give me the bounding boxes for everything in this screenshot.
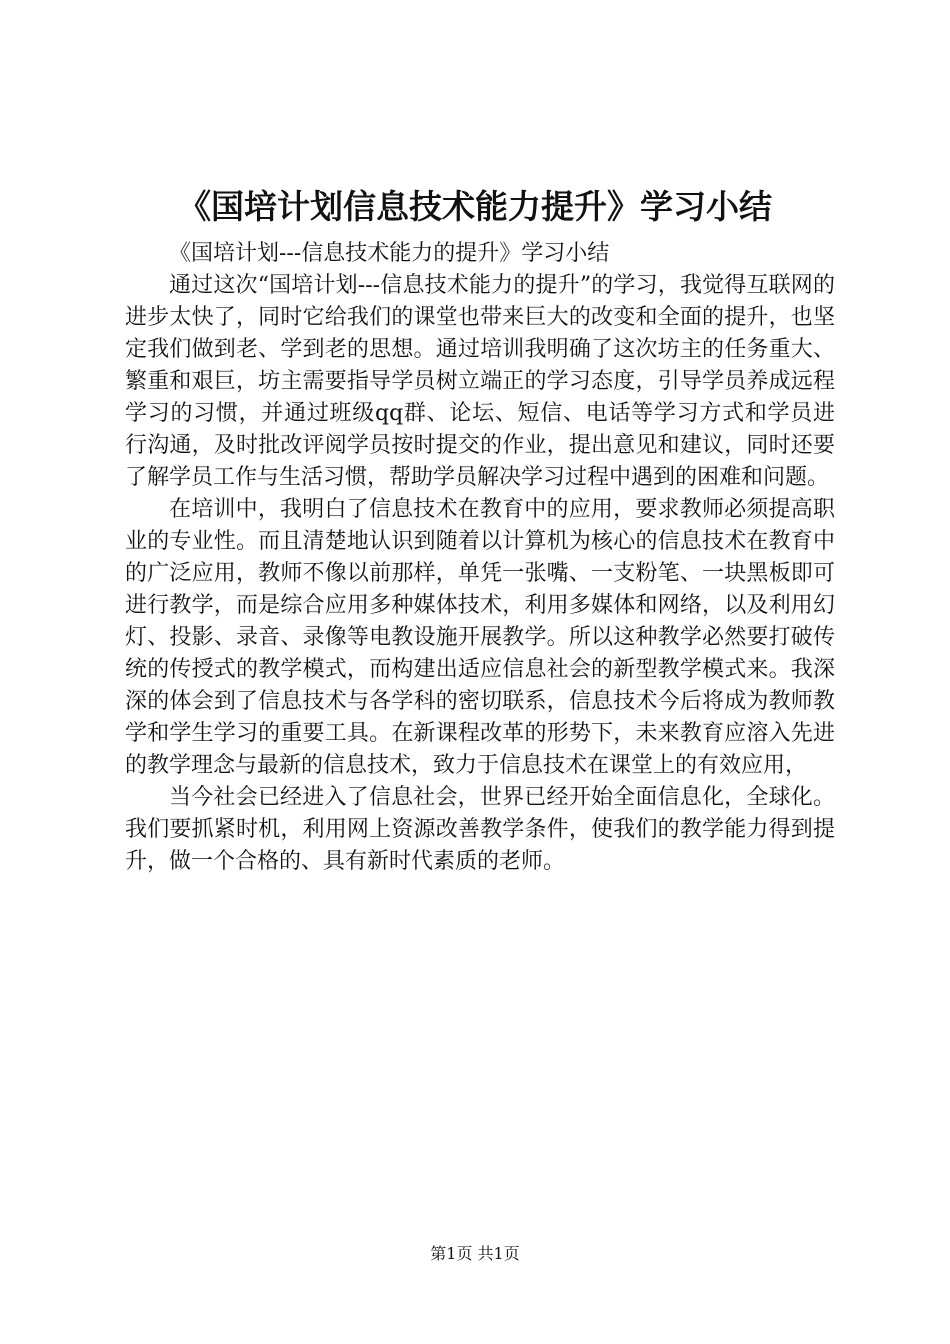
document-subtitle: 《国培计划---信息技术能力的提升》学习小结 <box>169 241 610 266</box>
document-body <box>125 238 835 878</box>
paragraph: 通过这次“国培计划---信息技术能力的提升”的学习，我觉得互联网的进步太快了，同时它给我们的课堂也带来巨大的改变和全面的提升，也坚定我们做到老、学到老的思想。通过培训我明确了这次坊主的任务重大、繁重和艰巨，坊主需要指导学员树立端正的学习态度，引导学员养成远程学习的习惯，并通过班级qq群、论坛、短信、电话等学习方式和学员进行沟通，及时批改评阅学员按时提交的作业，提出意见和建议，同时还要了解学员工作与生活习惯，帮助学员解决学习过程中遇到的困难和问题。 <box>125 273 835 490</box>
document-title: 《国培计划信息技术能力提升》学习小结 <box>178 187 772 226</box>
paragraph: 在培训中，我明白了信息技术在教育中的应用，要求教师必须提高职业的专业性。而且清楚地认识到随着以计算机为核心的信息技术在教育中的广泛应用，教师不像以前那样，单凭一张嘴、一支粉笔、一块黑板即可进行教学，而是综合应用多种媒体技术，利用多媒体和网络，以及利用幻灯、投影、录音、录像等电教设施开展教学。所以这种教学必然要打破传统的传授式的教学模式，而构建出适应信息社会的新型教学模式来。我深深的体会到了信息技术与各学科的密切联系，信息技术今后将成为教师教学和学生学习的重要工具。在新课程改革的形势下，未来教育应溶入先进的教学理念与最新的信息技术，致力于信息技术在课堂上的有效应用， <box>125 497 835 778</box>
page-footer: 第1页 共1页 <box>430 1244 520 1263</box>
paragraph: 当今社会已经进入了信息社会，世界已经开始全面信息化，全球化。我们要抓紧时机，利用网上资源改善教学条件，使我们的教学能力得到提升，做一个合格的、具有新时代素质的老师。 <box>125 785 835 874</box>
